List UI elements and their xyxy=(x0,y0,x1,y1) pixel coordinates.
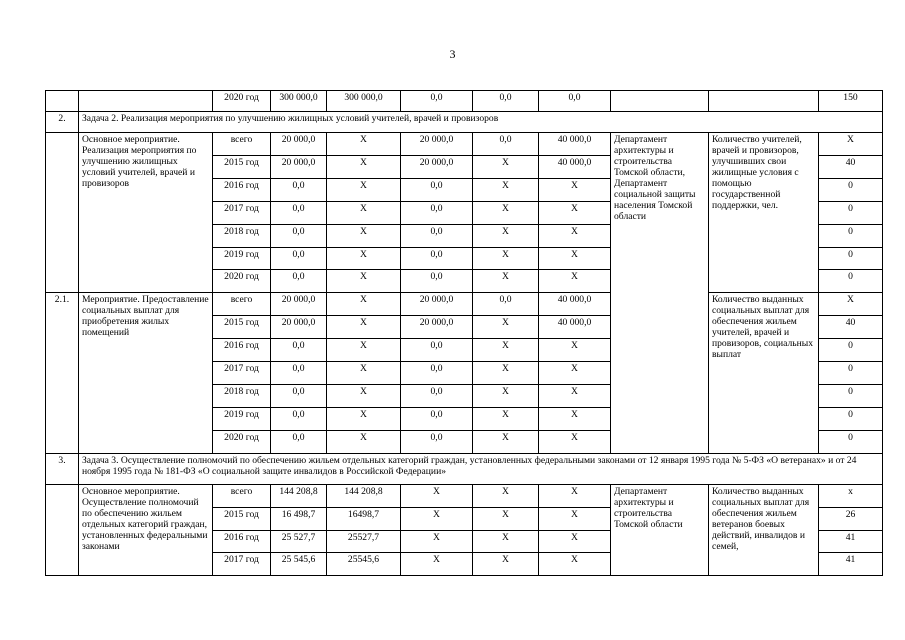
cell-num xyxy=(46,91,79,112)
cell-federal: 144 208,8 xyxy=(327,484,401,507)
cell-year: 2016 год xyxy=(213,339,271,362)
cell-extra: Х xyxy=(539,339,611,362)
cell-federal: Х xyxy=(327,293,401,316)
cell-num xyxy=(46,133,79,293)
cell-year: 2015 год xyxy=(213,156,271,179)
cell-regional: 0,0 xyxy=(401,178,473,201)
cell-total: 20 000,0 xyxy=(271,293,327,316)
cell-value: 41 xyxy=(819,553,883,576)
cell-extra: Х xyxy=(539,430,611,453)
cell-extra: Х xyxy=(539,224,611,247)
cell-local: Х xyxy=(473,484,539,507)
cell-federal: Х xyxy=(327,430,401,453)
item-number: 2.1. xyxy=(46,293,79,453)
cell-local: 0,0 xyxy=(473,293,539,316)
cell-indicator xyxy=(709,91,819,112)
cell-extra: Х xyxy=(539,484,611,507)
cell-year: 2018 год xyxy=(213,385,271,408)
table-row xyxy=(46,293,883,316)
cell-total: 0,0 xyxy=(271,339,327,362)
cell-year: всего xyxy=(213,133,271,156)
indicator: Количество выданных социальных выплат для обеспечения жильем ветеранов боевых действий, инвалидов и семей, xyxy=(709,484,819,576)
cell-value: Х xyxy=(819,133,883,156)
cell-total: 16 498,7 xyxy=(271,507,327,530)
cell-year: 2020 год xyxy=(213,91,271,112)
cell-value: 0 xyxy=(819,178,883,201)
cell-total: 0,0 xyxy=(271,224,327,247)
page-number: 3 xyxy=(449,47,456,61)
cell-value: 40 xyxy=(819,156,883,179)
cell-local: Х xyxy=(473,362,539,385)
cell-local: Х xyxy=(473,407,539,430)
cell-year: 2020 год xyxy=(213,270,271,293)
cell-federal: Х xyxy=(327,247,401,270)
cell-value: 0 xyxy=(819,339,883,362)
table-row xyxy=(46,133,883,156)
cell-federal: Х xyxy=(327,270,401,293)
cell-year: 2020 год xyxy=(213,430,271,453)
cell-year: 2017 год xyxy=(213,201,271,224)
cell-total: 0,0 xyxy=(271,362,327,385)
cell-local: Х xyxy=(473,178,539,201)
program-table xyxy=(45,90,883,576)
cell-extra: Х xyxy=(539,178,611,201)
cell-value: 0 xyxy=(819,407,883,430)
task-row xyxy=(46,453,883,484)
cell-extra: 40 000,0 xyxy=(539,133,611,156)
cell-regional: Х xyxy=(401,507,473,530)
cell-extra: Х xyxy=(539,507,611,530)
cell-regional: 0,0 xyxy=(401,201,473,224)
cell-total: 25 527,7 xyxy=(271,530,327,553)
cell-regional: 0,0 xyxy=(401,362,473,385)
cell-federal: 16498,7 xyxy=(327,507,401,530)
cell-federal: Х xyxy=(327,156,401,179)
cell-total: 0,0 xyxy=(271,201,327,224)
cell-year: 2015 год xyxy=(213,507,271,530)
cell-value: х xyxy=(819,484,883,507)
cell-extra: Х xyxy=(539,362,611,385)
cell-year: 2019 год xyxy=(213,407,271,430)
cell-executor xyxy=(611,91,709,112)
cell-total: 0,0 xyxy=(271,247,327,270)
cell-total: 300 000,0 xyxy=(271,91,327,112)
cell-regional: 20 000,0 xyxy=(401,133,473,156)
task-number: 3. xyxy=(46,453,79,484)
cell-value: 0 xyxy=(819,362,883,385)
task-row xyxy=(46,112,883,133)
cell-year: 2018 год xyxy=(213,224,271,247)
cell-regional: 0,0 xyxy=(401,385,473,408)
cell-federal: Х xyxy=(327,385,401,408)
cell-regional: 20 000,0 xyxy=(401,316,473,339)
cell-value: 0 xyxy=(819,270,883,293)
cell-extra: Х xyxy=(539,385,611,408)
cell-value: 26 xyxy=(819,507,883,530)
cell-regional: Х xyxy=(401,530,473,553)
cell-year: 2017 год xyxy=(213,553,271,576)
cell-regional: 0,0 xyxy=(401,339,473,362)
cell-value: 0 xyxy=(819,385,883,408)
cell-local: Х xyxy=(473,247,539,270)
cell-total: 20 000,0 xyxy=(271,133,327,156)
activity-name: Основное мероприятие. Реализация мероприятия по улучшению жилищных условий учителей, врачей и провизоров xyxy=(79,133,213,293)
activity-name: Основное мероприятие. Осуществление полномочий по обеспечению жильем отдельных категорий граждан, установленных федеральными законами xyxy=(79,484,213,576)
cell-regional: Х xyxy=(401,484,473,507)
cell-extra: Х xyxy=(539,247,611,270)
cell-federal: Х xyxy=(327,316,401,339)
cell-value: 40 xyxy=(819,316,883,339)
cell-value: 0 xyxy=(819,247,883,270)
cell-regional: 0,0 xyxy=(401,224,473,247)
cell-total: 20 000,0 xyxy=(271,316,327,339)
indicator: Количество учителей, врачей и провизоров, улучшивших свои жилищные условия с помощью государственной поддержки, чел. xyxy=(709,133,819,293)
cell-year: всего xyxy=(213,293,271,316)
cell-federal: Х xyxy=(327,178,401,201)
cell-regional: 0,0 xyxy=(401,247,473,270)
cell-value: 150 xyxy=(819,91,883,112)
cell-total: 0,0 xyxy=(271,430,327,453)
cell-year: всего xyxy=(213,484,271,507)
cell-year: 2016 год xyxy=(213,530,271,553)
cell-federal: Х xyxy=(327,407,401,430)
executor: Департамент архитектуры и строительства Томской области, Департамент социальной защиты населения Томской области xyxy=(611,133,709,454)
table-row xyxy=(46,484,883,507)
cell-local: 0,0 xyxy=(473,91,539,112)
table-row xyxy=(46,91,883,112)
cell-extra: Х xyxy=(539,553,611,576)
cell-value: 0 xyxy=(819,201,883,224)
cell-total: 25 545,6 xyxy=(271,553,327,576)
cell-year: 2016 год xyxy=(213,178,271,201)
cell-local: Х xyxy=(473,316,539,339)
cell-year: 2015 год xyxy=(213,316,271,339)
cell-federal: Х xyxy=(327,133,401,156)
cell-local: Х xyxy=(473,201,539,224)
cell-total: 144 208,8 xyxy=(271,484,327,507)
cell-local: 0,0 xyxy=(473,133,539,156)
cell-regional: 0,0 xyxy=(401,430,473,453)
cell-local: Х xyxy=(473,507,539,530)
cell-federal: 300 000,0 xyxy=(327,91,401,112)
cell-extra: 40 000,0 xyxy=(539,156,611,179)
cell-value: 0 xyxy=(819,224,883,247)
task-number: 2. xyxy=(46,112,79,133)
activity-name: Мероприятие. Предоставление социальных выплат для приобретения жилых помещений xyxy=(79,293,213,453)
cell-regional: 0,0 xyxy=(401,270,473,293)
cell-local: Х xyxy=(473,270,539,293)
task-title: Задача 2. Реализация мероприятия по улучшению жилищных условий учителей, врачей и провизоров xyxy=(79,112,883,133)
cell-regional: Х xyxy=(401,553,473,576)
cell-extra: 40 000,0 xyxy=(539,316,611,339)
cell-year: 2017 год xyxy=(213,362,271,385)
cell-local: Х xyxy=(473,553,539,576)
cell-federal: 25527,7 xyxy=(327,530,401,553)
cell-total: 0,0 xyxy=(271,178,327,201)
cell-regional: 0,0 xyxy=(401,91,473,112)
cell-total: 0,0 xyxy=(271,407,327,430)
cell-year: 2019 год xyxy=(213,247,271,270)
cell-value: Х xyxy=(819,293,883,316)
cell-local: Х xyxy=(473,385,539,408)
cell-extra: Х xyxy=(539,270,611,293)
cell-local: Х xyxy=(473,339,539,362)
cell-local: Х xyxy=(473,156,539,179)
cell-total: 0,0 xyxy=(271,385,327,408)
cell-extra: 40 000,0 xyxy=(539,293,611,316)
cell-local: Х xyxy=(473,430,539,453)
cell-extra: Х xyxy=(539,201,611,224)
cell-num xyxy=(46,484,79,576)
cell-total: 0,0 xyxy=(271,270,327,293)
task-title: Задача 3. Осуществление полномочий по обеспечению жильем отдельных категорий граждан, установленных федеральными законами от 12 января 1995 года № 5-ФЗ «О ветеранах» и от 24 ноября 1995 года № 181-ФЗ «О социальной защите инвалидов в Российской Федерации» xyxy=(79,453,883,484)
cell-name xyxy=(79,91,213,112)
cell-regional: 20 000,0 xyxy=(401,156,473,179)
cell-regional: 20 000,0 xyxy=(401,293,473,316)
cell-value: 41 xyxy=(819,530,883,553)
cell-federal: Х xyxy=(327,362,401,385)
cell-extra: Х xyxy=(539,407,611,430)
executor: Департамент архитектуры и строительства Томской области xyxy=(611,484,709,576)
indicator: Количество выданных социальных выплат для обеспечения жильем учителей, врачей и провизоров, социальных выплат xyxy=(709,293,819,453)
cell-extra: 0,0 xyxy=(539,91,611,112)
cell-local: Х xyxy=(473,224,539,247)
cell-federal: Х xyxy=(327,224,401,247)
cell-extra: Х xyxy=(539,530,611,553)
cell-local: Х xyxy=(473,530,539,553)
cell-federal: Х xyxy=(327,339,401,362)
cell-federal: 25545,6 xyxy=(327,553,401,576)
cell-federal: Х xyxy=(327,201,401,224)
cell-total: 20 000,0 xyxy=(271,156,327,179)
cell-regional: 0,0 xyxy=(401,407,473,430)
cell-value: 0 xyxy=(819,430,883,453)
